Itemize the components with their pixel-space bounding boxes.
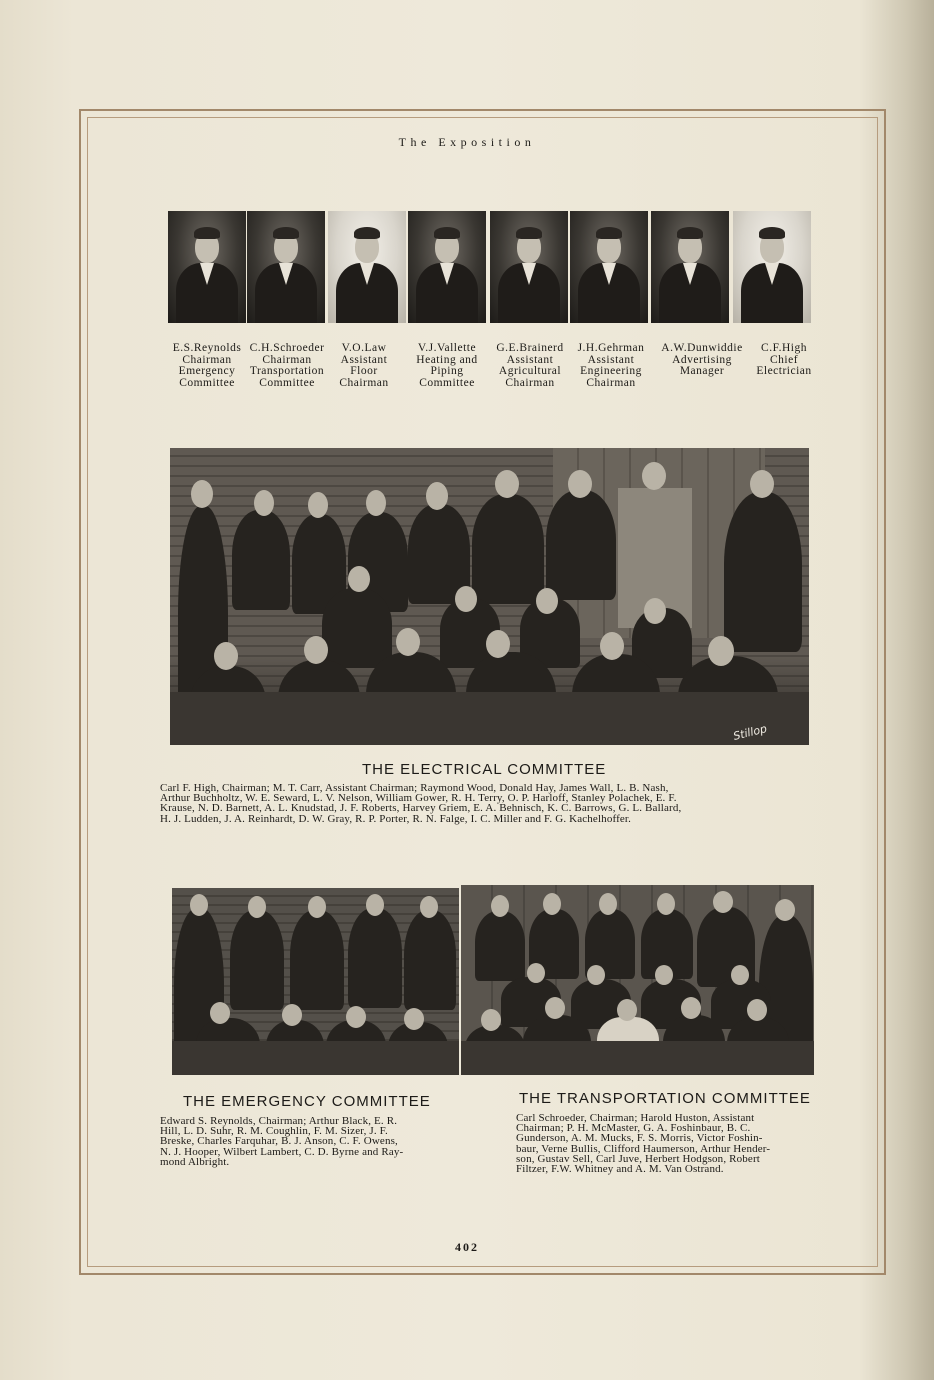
running-head: The Exposition (398, 135, 536, 149)
portrait-brainerd (490, 211, 568, 323)
caption-reynolds: E.S.Reynolds Chairman Emergency Committee (172, 342, 242, 389)
page-number: 402 (455, 1240, 479, 1254)
emergency-committee-members: Edward S. Reynolds, Chairman; Arthur Black, E. R. Hill, L. D. Suhr, R. M. Coughlin, F. M. Sizer, J. F. Breske, Charles Farquhar, B. J. Anson, C. F. Owens, N. J. Hooper, Wilbert Lambert, C. D. Byrne and Ray- mond Albright. (160, 1115, 404, 1168)
caption-brainerd: G.E.Brainerd Assistant Agricultural Chairman (496, 342, 564, 389)
ground (461, 1041, 814, 1075)
caption-gehrman: J.H.Gehrman Assistant Engineering Chairman (577, 342, 645, 389)
caption-dunwiddie: A.W.Dunwiddie Advertising Manager (661, 342, 743, 378)
portrait-reynolds (168, 211, 246, 323)
portrait-schroeder (247, 211, 325, 323)
electrical-committee-title: THE ELECTRICAL COMMITTEE (362, 761, 607, 778)
emergency-committee-title: THE EMERGENCY COMMITTEE (183, 1093, 431, 1110)
transportation-committee-photo (461, 885, 814, 1075)
portrait-gehrman (570, 211, 648, 323)
electrical-committee-members: Carl F. High, Chairman; M. T. Carr, Assistant Chairman; Raymond Wood, Donald Hay, James Wall, L. B. Nash, Arthur Buchholtz, W. E. Seward, L. V. Nelson, William Gower, R. H. Terry, O. P. Harloff, Stanley Polachek, E. F. Krause, N. D. Barnett, A. L. Knudstad, J. F. Roberts, Harvey Griem, E. A. Behnisch, K. C. Barrows, G. L. Ballard, H. J. Ludden, J. A. Reinhardt, D. W. Gray, R. P. Porter, R. N. Falge, I. C. Miller and F. G. Kachelhoffer. (160, 782, 682, 825)
emergency-committee-photo (172, 888, 459, 1075)
portrait-vallette (408, 211, 486, 323)
portrait-high (733, 211, 811, 323)
caption-schroeder: C.H.Schroeder Chairman Transportation Committee (249, 342, 325, 389)
caption-vallette: V.J.Vallette Heating and Piping Committee (416, 342, 478, 389)
portrait-law (328, 211, 406, 323)
ground (170, 692, 809, 745)
transportation-committee-members: Carl Schroeder, Chairman; Harold Huston, Assistant Chairman; P. H. McMaster, G. A. Foshinbaur, B. C. Gunderson, A. M. Mucks, F. S. Morris, Victor Foshin- baur, Verne Bullis, Clifford Haumerson, Arthur Hender- son, Gustav Sell, Carl Juve, Herbert Hodgson, Robert Filtzer, F.W. Whitney and A. M. Van Ostrand. (516, 1112, 771, 1176)
caption-high: C.F.High Chief Electrician (756, 342, 812, 378)
ground (172, 1041, 459, 1075)
electrical-committee-photo (170, 448, 809, 745)
transportation-committee-title: THE TRANSPORTATION COMMITTEE (519, 1090, 811, 1107)
portrait-dunwiddie (651, 211, 729, 323)
photographer-signature: Stillop (731, 722, 769, 743)
caption-law: V.O.Law Assistant Floor Chairman (339, 342, 389, 389)
